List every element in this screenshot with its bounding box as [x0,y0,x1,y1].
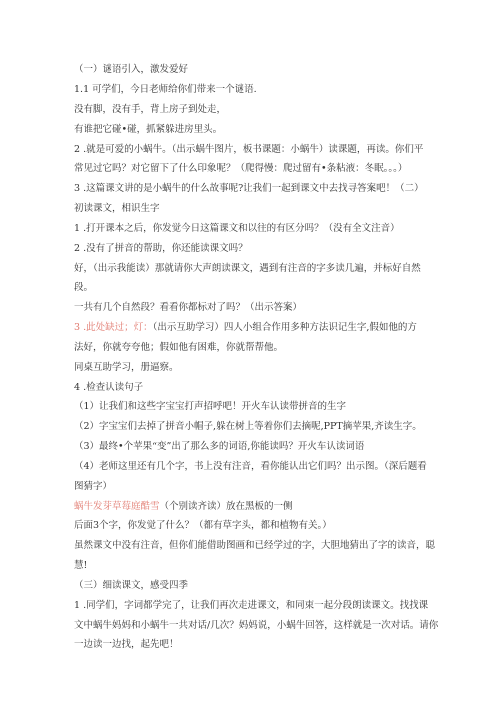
paragraph-line: 后面3个字，你发觉了什么？（都有草字头，都和植物有关。） [74,520,332,531]
section-heading-1: （一）谜语引入，激发爱好 [74,64,189,75]
paragraph-line: 法好，你就夸夸他；假如他有困难，你就帮帮他。 [74,342,284,353]
paragraph-line: 2 .没有了拼音的帮助，你还能读课文吗？ [74,243,248,254]
paragraph-line: （4）老师这里还有几个字，书上没有注音，看你能认出它们吗？出示图。（深后题看 [74,461,427,472]
paragraph-line: 虽然课文中没有注音，但你们能借助图画和已经学过的字，大胆地猜出了字的读音，聪 [74,540,436,551]
paragraph-line: （2）字宝宝们去掉了拼音小帽子,躲在树上等着你们去摘呢,PPT摘苹果,齐读生字。 [74,421,422,432]
paragraph-line: 慧! [74,560,88,571]
paragraph-text: （出示互助学习）四人小组合作用多种方法识记生字,假如他的方 [152,322,417,333]
paragraph-line: 没有脚，没有手，背上房子到处走， [74,104,227,115]
paragraph-line: 1 .打开课本之后，你发觉今日这篇课文和以往的有区分吗？（没有全文注音） [74,223,400,234]
paragraph-line: 1 .同学们，字词都学完了，让我们再次走进课文，和同束一起分段朗读课文。找找课 [74,600,429,611]
highlighted-text: 蜗牛发芽草莓庭酷雪 [74,501,160,512]
paragraph-line: （1）让我们和这些字宝宝打声招呼吧！开火车认读带拼音的生字 [74,401,347,412]
paragraph-line: 3 .这篇课文讲的是小蜗牛的什么故事呢?让我们一起到课文中去找寻答案吧！（二） [74,183,424,194]
section-heading-3: （三）细读课文，感受四季 [74,580,189,591]
paragraph-line: 图猜字） [74,481,113,492]
paragraph-line: 同桌互助学习，册逼察。 [74,362,179,373]
paragraph-line: 有谁把它碰•碰，抓紧躲进房里头。 [74,124,223,135]
paragraph-line: （3）最终•个苹果“变”出了那么多的词语,你能读吗？开火车认读词语 [74,441,365,452]
paragraph-line: 段。 [74,282,94,293]
paragraph-line: 好，（出示我能读）那就请你大声朗读课文，遇到有注音的字多读几遍，并标好自然 [74,263,421,274]
paragraph-line: 常见过它吗？对它留下了什么印象呢？（爬得慢：爬过留有•条粘液：冬眠。。。） [74,163,408,174]
paragraph-line: 1.1 可学们，今日老师给你们带来一个谜语. [74,84,257,95]
paragraph-line: 文中蜗牛妈妈和小蜗牛一共对话/几次？妈妈说，小蜗牛回答，这样就是一次对话。请你 [74,620,439,631]
paragraph-line [74,321,434,334]
paragraph-line: 一边读一边找，起先吧！ [74,639,179,650]
highlighted-text: 3 .此处缺过；灯： [74,322,153,333]
paragraph-line: 2 .就是可爱的小蜗牛。（出示蜗牛图片，板书课题：小蜗牛）读课题，再读。你们平 [74,144,424,155]
paragraph-text: （个别读齐读）放在黑板的一侧 [159,501,293,512]
paragraph-line: 一共有几个自然段？看看你都标对了吗？（出示答案） [74,302,303,313]
section-heading-2: 初读课文，相识生字 [74,203,160,214]
paragraph-line: 4 .检查认读句子 [74,382,144,393]
paragraph-line [74,500,434,513]
